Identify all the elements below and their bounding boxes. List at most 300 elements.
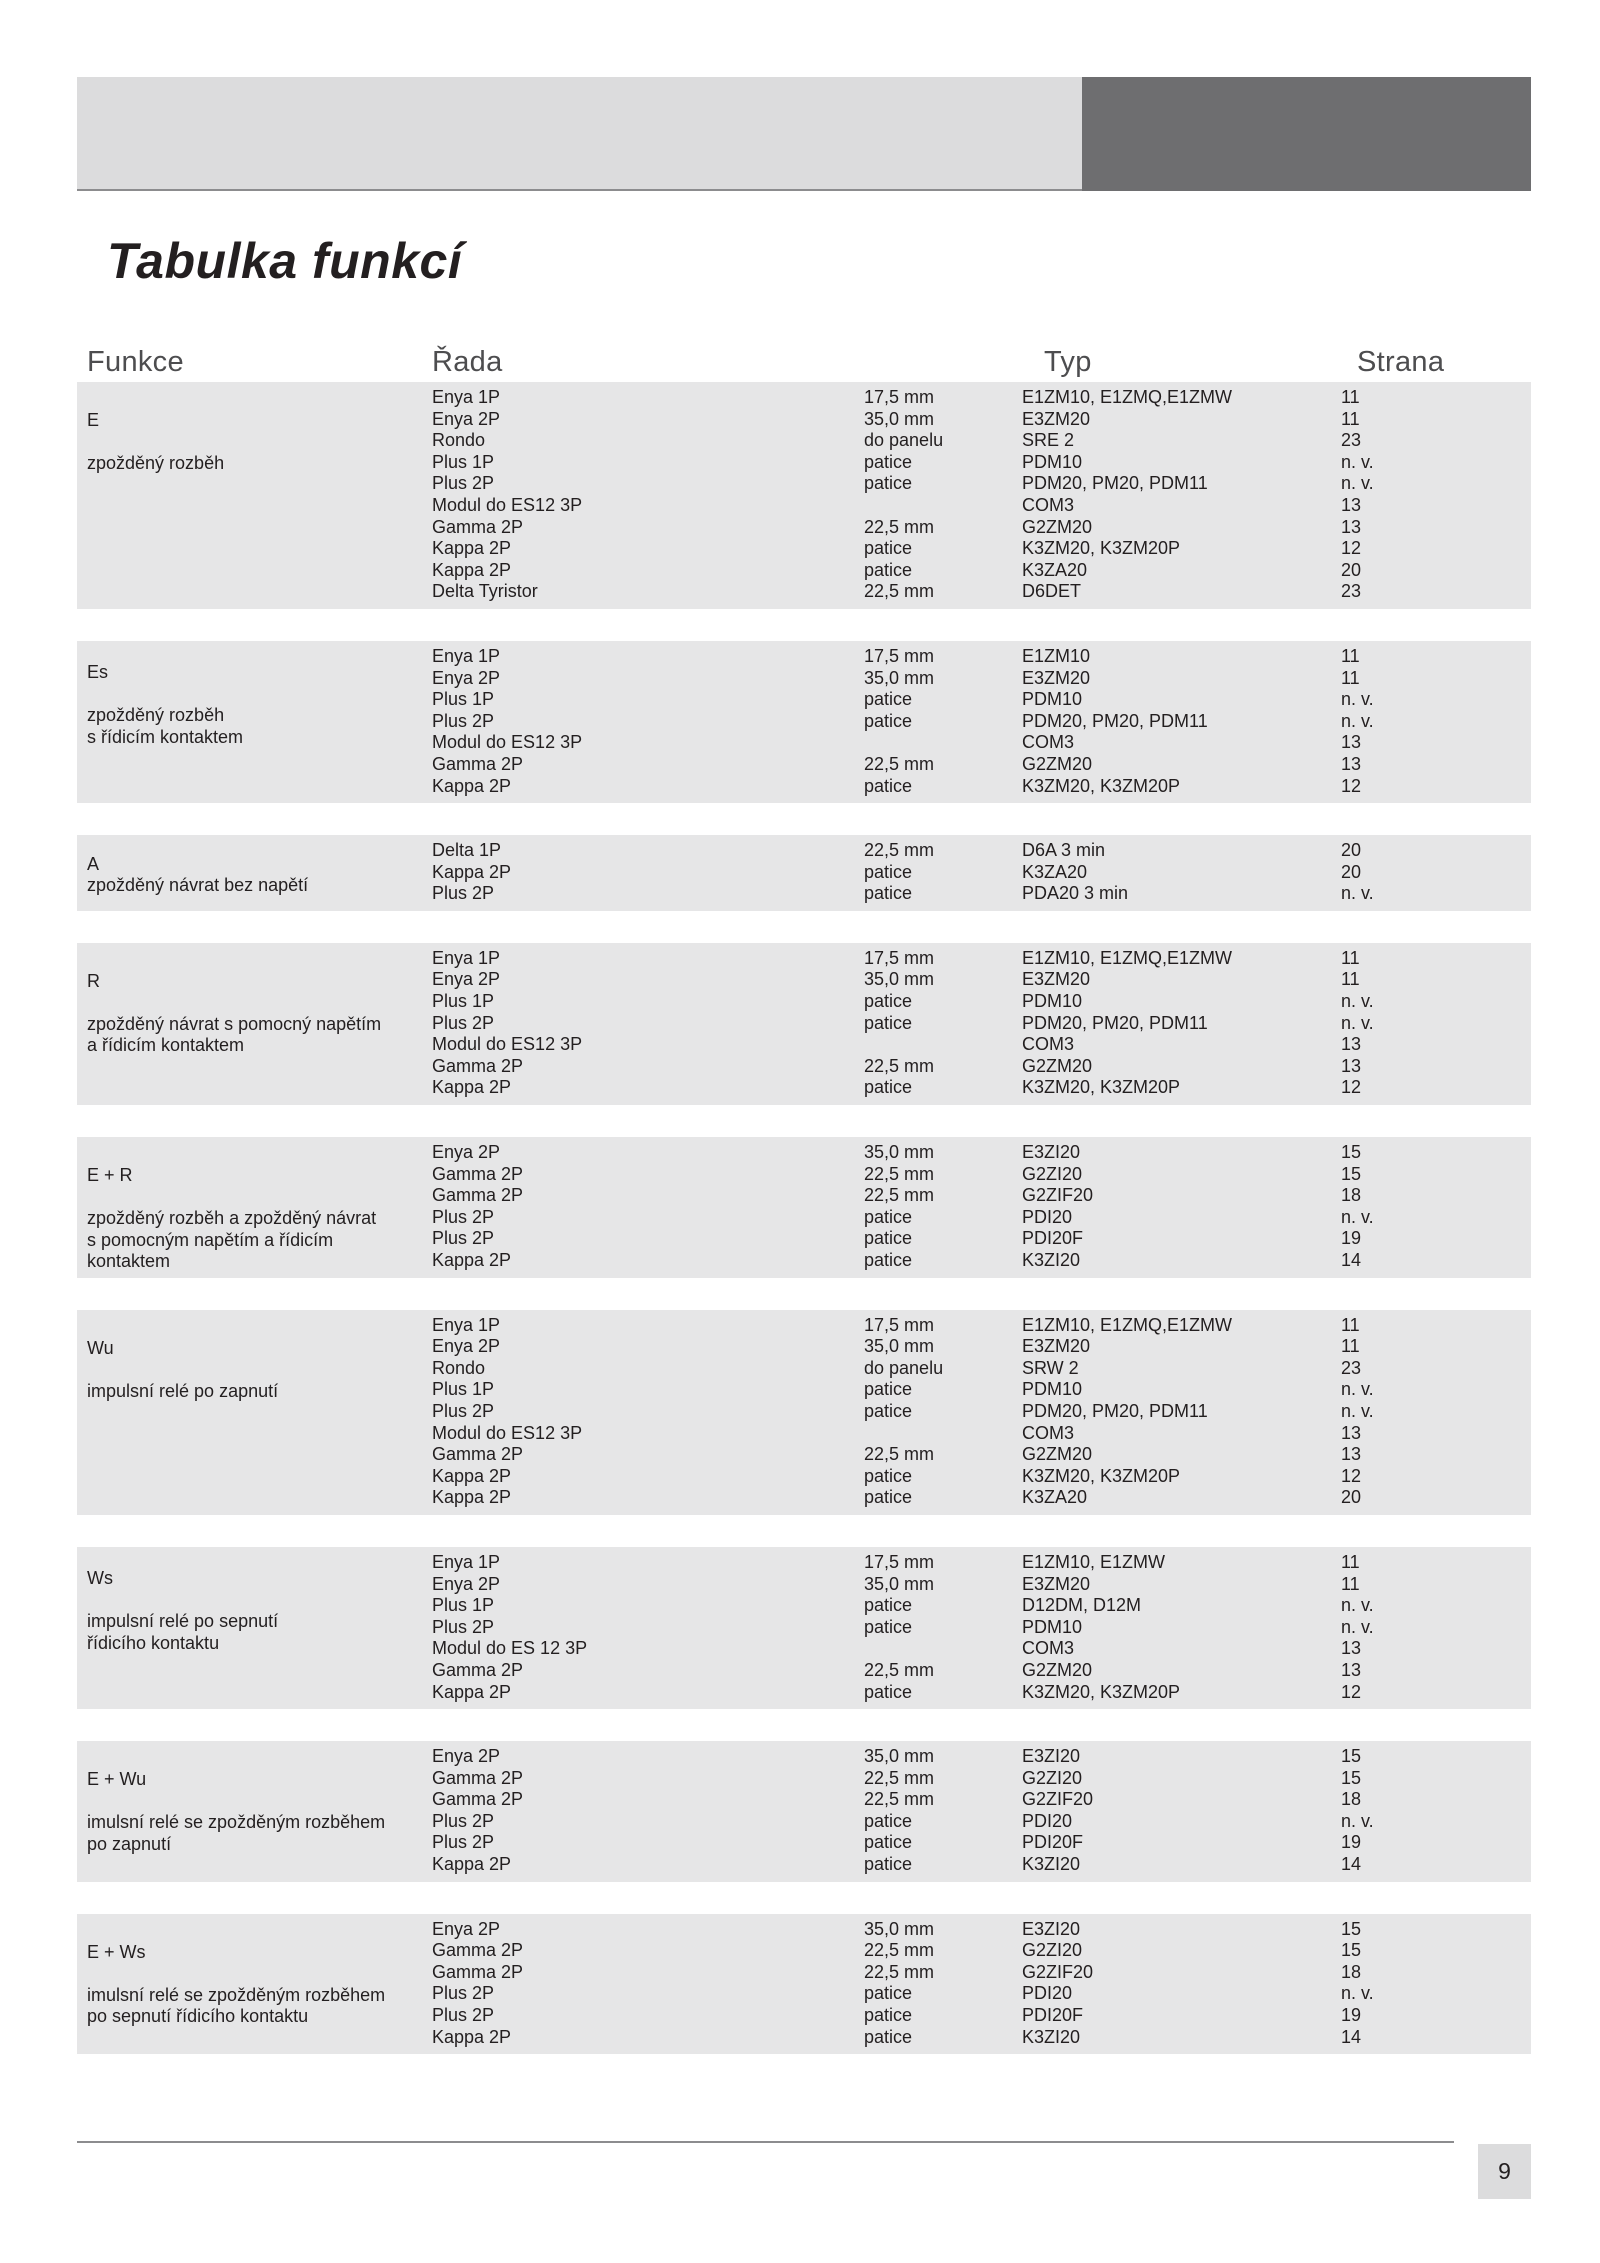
function-group xyxy=(77,1137,1531,1278)
table-row xyxy=(77,1358,1531,1380)
type-cell: COM3 xyxy=(1022,1034,1075,1055)
size-cell: 35,0 mm xyxy=(864,667,935,688)
series-cell: Plus 1P xyxy=(432,991,495,1012)
size-cell: 17,5 mm xyxy=(864,645,935,666)
size-cell xyxy=(864,732,1022,754)
size-cell: patice xyxy=(864,1206,913,1227)
page-cell: n. v. xyxy=(1341,1983,1374,2004)
size-cell: do panelu xyxy=(864,430,944,451)
function-description: imulsní relé se zpožděným rozběhem po zapnutí xyxy=(87,1812,386,1854)
table-row xyxy=(77,1401,1531,1423)
function-code: Wu xyxy=(87,1337,114,1358)
function-group xyxy=(77,1741,1531,1882)
page-cell: 13 xyxy=(1341,1055,1362,1076)
size-cell: patice xyxy=(864,1012,913,1033)
type-cell: K3ZM20, K3ZM20P xyxy=(1022,1077,1181,1098)
page-cell: 11 xyxy=(1341,1573,1360,1594)
series-cell: Enya 1P xyxy=(432,1314,501,1335)
page-cell: 12 xyxy=(1341,1681,1362,1702)
table-row xyxy=(77,430,1531,452)
series-cell: Rondo xyxy=(432,430,486,451)
size-cell: patice xyxy=(864,1077,913,1098)
page-cell: 13 xyxy=(1341,753,1362,774)
type-cell: SRW 2 xyxy=(1022,1357,1079,1378)
table-row xyxy=(77,1789,1531,1811)
series-cell: Enya 1P xyxy=(432,387,501,407)
type-cell: D6A 3 min xyxy=(1022,840,1106,861)
page-cell: 19 xyxy=(1341,1832,1362,1853)
page-cell: 13 xyxy=(1341,732,1362,753)
type-cell: E1ZM10 xyxy=(1022,645,1091,666)
function-code: Es xyxy=(87,661,109,682)
size-cell: 22,5 mm xyxy=(864,1789,935,1810)
type-cell: G2ZI20 xyxy=(1022,1163,1083,1184)
size-cell xyxy=(864,1423,1022,1445)
table-row xyxy=(77,668,1531,690)
series-cell: Plus 1P xyxy=(432,1595,495,1616)
series-cell: Plus 2P xyxy=(432,710,495,731)
series-cell: Plus 1P xyxy=(432,451,495,472)
series-cell: Kappa 2P xyxy=(432,559,512,580)
table-row xyxy=(77,1682,1531,1704)
column-header-type: Typ xyxy=(1044,346,1092,378)
series-cell: Kappa 2P xyxy=(432,861,512,882)
type-cell: E1ZM10, E1ZMW xyxy=(1022,1551,1166,1572)
page-cell: 15 xyxy=(1341,1918,1362,1939)
table-row xyxy=(77,473,1531,495)
type-cell: G2ZM20 xyxy=(1022,1444,1093,1465)
table-row xyxy=(77,538,1531,560)
table-row xyxy=(77,1552,1531,1574)
type-cell: K3ZA20 xyxy=(1022,861,1088,882)
type-cell: PDI20F xyxy=(1022,2005,1084,2026)
page-cell: n. v. xyxy=(1341,1012,1374,1033)
function-code: Ws xyxy=(87,1567,113,1588)
size-cell: 35,0 mm xyxy=(864,1918,935,1939)
column-header-series: Řada xyxy=(432,346,503,378)
table-row xyxy=(77,1768,1531,1790)
type-cell: PDM10 xyxy=(1022,1616,1083,1637)
function-code: E + R xyxy=(87,1165,133,1186)
table-row xyxy=(77,1854,1531,1876)
function-description: zpožděný rozběh a zpožděný návrat s pomocným napětím a řídicím kontaktem xyxy=(87,1208,377,1272)
series-cell: Gamma 2P xyxy=(432,516,524,537)
size-cell: patice xyxy=(864,1681,913,1702)
size-cell: 22,5 mm xyxy=(864,581,935,602)
function-table xyxy=(77,382,1531,2086)
function-code: R xyxy=(87,970,100,991)
page-cell: 13 xyxy=(1341,494,1362,515)
column-header-function: Funkce xyxy=(87,346,184,378)
page-cell: 19 xyxy=(1341,2005,1362,2026)
series-cell: Plus 1P xyxy=(432,1379,495,1400)
size-cell: 35,0 mm xyxy=(864,408,935,429)
type-cell: E3ZM20 xyxy=(1022,969,1091,990)
type-cell: K3ZI20 xyxy=(1022,1250,1081,1270)
size-cell: patice xyxy=(864,861,913,882)
type-cell: K3ZM20, K3ZM20P xyxy=(1022,775,1181,796)
table-row xyxy=(77,1315,1531,1337)
series-cell: Modul do ES 12 3P xyxy=(432,1638,588,1659)
size-cell: patice xyxy=(864,1250,913,1270)
page-cell: 11 xyxy=(1341,667,1360,688)
type-cell: PDI20 xyxy=(1022,1206,1073,1227)
series-cell: Plus 2P xyxy=(432,1400,495,1421)
function-group xyxy=(77,1914,1531,2055)
series-cell: Plus 2P xyxy=(432,1810,495,1831)
type-cell: COM3 xyxy=(1022,1638,1075,1659)
size-cell: 22,5 mm xyxy=(864,1659,935,1680)
table-row xyxy=(77,1336,1531,1358)
type-cell: D12DM, D12M xyxy=(1022,1595,1142,1616)
size-cell: patice xyxy=(864,2026,913,2047)
function-code: E + Wu xyxy=(87,1769,147,1790)
function-description: imulsní relé se zpožděným rozběhem po sepnutí řídicího kontaktu xyxy=(87,1984,386,2027)
page-cell: 13 xyxy=(1341,1034,1362,1055)
table-row xyxy=(77,646,1531,668)
series-cell: Plus 2P xyxy=(432,1206,495,1227)
type-cell: PDM10 xyxy=(1022,689,1083,710)
page-cell: 11 xyxy=(1341,947,1360,968)
type-cell: K3ZM20, K3ZM20P xyxy=(1022,1465,1181,1486)
type-cell: COM3 xyxy=(1022,1422,1075,1443)
type-cell: K3ZM20, K3ZM20P xyxy=(1022,1681,1181,1702)
size-cell: 22,5 mm xyxy=(864,1163,935,1184)
type-cell: E1ZM10, E1ZMQ,E1ZMW xyxy=(1022,387,1233,407)
size-cell: 22,5 mm xyxy=(864,1961,935,1982)
size-cell: 35,0 mm xyxy=(864,969,935,990)
series-cell: Plus 1P xyxy=(432,689,495,710)
page-cell: 18 xyxy=(1341,1961,1362,1982)
size-cell: patice xyxy=(864,559,913,580)
function-code: A xyxy=(87,854,100,875)
function-description: zpožděný rozběh s řídicím kontaktem xyxy=(87,704,244,747)
page-cell: n. v. xyxy=(1341,689,1374,710)
type-cell: E3ZM20 xyxy=(1022,667,1091,688)
size-cell xyxy=(864,495,1022,517)
page-title: Tabulka funkcí xyxy=(107,233,463,289)
page-cell: 13 xyxy=(1341,1638,1362,1659)
type-cell: PDM10 xyxy=(1022,451,1083,472)
series-cell: Enya 1P xyxy=(432,947,501,968)
page-cell: 13 xyxy=(1341,1444,1362,1465)
series-cell: Enya 2P xyxy=(432,1918,501,1939)
series-cell: Modul do ES12 3P xyxy=(432,494,583,515)
series-cell: Kappa 2P xyxy=(432,2026,512,2047)
type-cell: E3ZM20 xyxy=(1022,408,1091,429)
series-cell: Enya 2P xyxy=(432,408,501,429)
series-cell: Gamma 2P xyxy=(432,1789,524,1810)
series-cell: Gamma 2P xyxy=(432,1767,524,1788)
page-cell: 19 xyxy=(1341,1228,1362,1249)
size-cell: patice xyxy=(864,1400,913,1421)
series-cell: Enya 2P xyxy=(432,1573,501,1594)
size-cell: patice xyxy=(864,473,913,494)
table-row xyxy=(77,948,1531,970)
page-cell: 20 xyxy=(1341,840,1362,861)
page-cell: 11 xyxy=(1341,645,1360,666)
size-cell: patice xyxy=(864,451,913,472)
type-cell: E3ZI20 xyxy=(1022,1746,1081,1767)
size-cell: 22,5 mm xyxy=(864,1767,935,1788)
header-rule xyxy=(77,189,1082,191)
table-row xyxy=(77,560,1531,582)
page-cell: 15 xyxy=(1341,1746,1362,1767)
type-cell: PDI20F xyxy=(1022,1228,1084,1249)
size-cell: patice xyxy=(864,991,913,1012)
type-cell: PDI20 xyxy=(1022,1810,1073,1831)
page-cell: n. v. xyxy=(1341,1810,1374,1831)
series-cell: Enya 2P xyxy=(432,1746,501,1767)
page-cell: 20 xyxy=(1341,559,1362,580)
page-cell: 11 xyxy=(1341,969,1360,990)
table-row xyxy=(77,1056,1531,1078)
table-row xyxy=(77,2027,1531,2049)
function-description: zpožděný návrat s pomocný napětím a řídicím kontaktem xyxy=(87,1013,382,1056)
series-cell: Plus 2P xyxy=(432,1012,495,1033)
type-cell: G2ZM20 xyxy=(1022,516,1093,537)
series-cell: Enya 1P xyxy=(432,645,501,666)
type-cell: K3ZA20 xyxy=(1022,1487,1088,1508)
function-description: zpožděný rozběh xyxy=(87,453,225,473)
size-cell: 22,5 mm xyxy=(864,840,935,861)
type-cell: K3ZI20 xyxy=(1022,2026,1081,2047)
size-cell xyxy=(864,1638,1022,1660)
page-cell: 13 xyxy=(1341,1659,1362,1680)
type-cell: D6DET xyxy=(1022,581,1082,602)
size-cell: 17,5 mm xyxy=(864,1551,935,1572)
size-cell: 17,5 mm xyxy=(864,947,935,968)
page-cell: n. v. xyxy=(1341,1400,1374,1421)
table-row xyxy=(77,1142,1531,1164)
page-cell: 14 xyxy=(1341,2026,1362,2047)
table-row xyxy=(77,754,1531,776)
column-header-page: Strana xyxy=(1357,346,1445,378)
page-cell: 11 xyxy=(1341,387,1360,407)
page-cell: 11 xyxy=(1341,1551,1360,1572)
type-cell: PDI20F xyxy=(1022,1832,1084,1853)
size-cell: patice xyxy=(864,1810,913,1831)
series-cell: Plus 2P xyxy=(432,1832,495,1853)
table-row xyxy=(77,1962,1531,1984)
header-light-panel xyxy=(77,77,1082,191)
series-cell: Kappa 2P xyxy=(432,775,512,796)
table-row xyxy=(77,1574,1531,1596)
size-cell: 22,5 mm xyxy=(864,1185,935,1206)
size-cell: patice xyxy=(864,1983,913,2004)
size-cell: patice xyxy=(864,1465,913,1486)
type-cell: K3ZA20 xyxy=(1022,559,1088,580)
series-cell: Kappa 2P xyxy=(432,1681,512,1702)
series-cell: Gamma 2P xyxy=(432,1185,524,1206)
function-description: zpožděný návrat bez napětí xyxy=(87,875,309,896)
series-cell: Kappa 2P xyxy=(432,1854,512,1875)
size-cell: 22,5 mm xyxy=(864,1940,935,1961)
size-cell: patice xyxy=(864,710,913,731)
page-cell: 12 xyxy=(1341,775,1362,796)
series-cell: Delta 1P xyxy=(432,840,502,861)
type-cell: E3ZM20 xyxy=(1022,1573,1091,1594)
page-cell: 15 xyxy=(1341,1940,1362,1961)
page-cell: 12 xyxy=(1341,1077,1362,1098)
series-cell: Kappa 2P xyxy=(432,1487,512,1508)
page-cell: 20 xyxy=(1341,1487,1362,1508)
page-cell: 12 xyxy=(1341,1465,1362,1486)
page-cell: n. v. xyxy=(1341,1206,1374,1227)
function-code: E + Ws xyxy=(87,1941,146,1962)
type-cell: E3ZM20 xyxy=(1022,1336,1091,1357)
series-cell: Plus 2P xyxy=(432,1983,495,2004)
size-cell: 17,5 mm xyxy=(864,1314,935,1335)
table-row xyxy=(77,1746,1531,1768)
page-cell: n. v. xyxy=(1341,991,1374,1012)
table-row xyxy=(77,1444,1531,1466)
type-cell: PDA20 3 min xyxy=(1022,883,1129,904)
size-cell: patice xyxy=(864,1832,913,1853)
table-row xyxy=(77,1077,1531,1099)
size-cell: 22,5 mm xyxy=(864,516,935,537)
type-cell: COM3 xyxy=(1022,494,1075,515)
page-cell: 23 xyxy=(1341,1357,1362,1378)
page-cell: 15 xyxy=(1341,1767,1362,1788)
table-row xyxy=(77,581,1531,603)
size-cell: 22,5 mm xyxy=(864,753,935,774)
type-cell: PDM20, PM20, PDM11 xyxy=(1022,1012,1208,1033)
size-cell: patice xyxy=(864,1854,913,1875)
page-cell: n. v. xyxy=(1341,1595,1374,1616)
table-row xyxy=(77,969,1531,991)
table-row xyxy=(77,495,1531,517)
size-cell: 17,5 mm xyxy=(864,387,935,407)
function-description: impulsní relé po sepnutí řídicího kontaktu xyxy=(87,1610,279,1653)
size-cell: 35,0 mm xyxy=(864,1336,935,1357)
series-cell: Gamma 2P xyxy=(432,1055,524,1076)
header-dark-panel xyxy=(1082,77,1531,191)
series-cell: Modul do ES12 3P xyxy=(432,732,583,753)
series-cell: Enya 2P xyxy=(432,1336,501,1357)
table-row xyxy=(77,1185,1531,1207)
function-code: E xyxy=(87,410,100,430)
type-cell: E3ZI20 xyxy=(1022,1142,1081,1163)
type-cell: K3ZI20 xyxy=(1022,1854,1081,1875)
series-cell: Kappa 2P xyxy=(432,1250,512,1270)
function-group xyxy=(77,835,1531,911)
size-cell xyxy=(864,1034,1022,1056)
footer-rule xyxy=(77,2141,1454,2143)
function-description: impulsní relé po zapnutí xyxy=(87,1380,279,1401)
series-cell: Enya 2P xyxy=(432,1142,501,1163)
page-cell: 18 xyxy=(1341,1789,1362,1810)
series-cell: Gamma 2P xyxy=(432,1940,524,1961)
type-cell: G2ZIF20 xyxy=(1022,1789,1094,1810)
function-group xyxy=(77,382,1531,609)
size-cell: 35,0 mm xyxy=(864,1573,935,1594)
size-cell: patice xyxy=(864,2005,913,2026)
page-cell: n. v. xyxy=(1341,883,1374,904)
type-cell: G2ZM20 xyxy=(1022,1055,1093,1076)
series-cell: Delta Tyristor xyxy=(432,581,538,602)
series-cell: Gamma 2P xyxy=(432,1659,524,1680)
size-cell: patice xyxy=(864,538,913,559)
size-cell: 22,5 mm xyxy=(864,1444,935,1465)
page-cell: 11 xyxy=(1341,408,1360,429)
page-cell: 13 xyxy=(1341,516,1362,537)
series-cell: Kappa 2P xyxy=(432,538,512,559)
page-cell: 11 xyxy=(1341,1336,1360,1357)
type-cell: G2ZM20 xyxy=(1022,1659,1093,1680)
page-cell: 14 xyxy=(1341,1250,1362,1270)
size-cell: patice xyxy=(864,1487,913,1508)
type-cell: PDM20, PM20, PDM11 xyxy=(1022,1400,1208,1421)
page-cell: n. v. xyxy=(1341,1379,1374,1400)
size-cell: 22,5 mm xyxy=(864,1055,935,1076)
table-row xyxy=(77,387,1531,409)
series-cell: Plus 2P xyxy=(432,2005,495,2026)
series-cell: Plus 2P xyxy=(432,473,495,494)
page-cell: 23 xyxy=(1341,581,1362,602)
page-cell: n. v. xyxy=(1341,710,1374,731)
page-cell: 12 xyxy=(1341,538,1362,559)
page-cell: 18 xyxy=(1341,1185,1362,1206)
page-cell: 13 xyxy=(1341,1422,1362,1443)
type-cell: PDM10 xyxy=(1022,1379,1083,1400)
size-cell: patice xyxy=(864,1379,913,1400)
series-cell: Enya 2P xyxy=(432,667,501,688)
series-cell: Rondo xyxy=(432,1357,486,1378)
type-cell: E1ZM10, E1ZMQ,E1ZMW xyxy=(1022,947,1233,968)
page-cell: 23 xyxy=(1341,430,1362,451)
size-cell: patice xyxy=(864,1616,913,1637)
table-row xyxy=(77,991,1531,1013)
series-cell: Enya 1P xyxy=(432,1551,501,1572)
series-cell: Gamma 2P xyxy=(432,753,524,774)
type-cell: G2ZIF20 xyxy=(1022,1961,1094,1982)
series-cell: Gamma 2P xyxy=(432,1444,524,1465)
series-cell: Plus 2P xyxy=(432,1616,495,1637)
type-cell: E3ZI20 xyxy=(1022,1918,1081,1939)
type-cell: K3ZM20, K3ZM20P xyxy=(1022,538,1181,559)
function-group xyxy=(77,1310,1531,1515)
table-row xyxy=(77,409,1531,431)
size-cell: patice xyxy=(864,883,913,904)
type-cell: G2ZIF20 xyxy=(1022,1185,1094,1206)
page-cell: n. v. xyxy=(1341,1616,1374,1637)
series-cell: Kappa 2P xyxy=(432,1465,512,1486)
page-cell: 11 xyxy=(1341,1314,1360,1335)
series-cell: Modul do ES12 3P xyxy=(432,1422,583,1443)
page-cell: n. v. xyxy=(1341,451,1374,472)
type-cell: SRE 2 xyxy=(1022,430,1075,451)
table-row xyxy=(77,1487,1531,1509)
type-cell: PDM20, PM20, PDM11 xyxy=(1022,473,1208,494)
table-row xyxy=(77,1940,1531,1962)
page-cell: 14 xyxy=(1341,1854,1362,1875)
type-cell: G2ZM20 xyxy=(1022,753,1093,774)
size-cell: patice xyxy=(864,689,913,710)
series-cell: Kappa 2P xyxy=(432,1077,512,1098)
page-cell: 15 xyxy=(1341,1163,1362,1184)
table-row xyxy=(77,517,1531,539)
size-cell: patice xyxy=(864,1595,913,1616)
table-row xyxy=(77,1164,1531,1186)
size-cell: 35,0 mm xyxy=(864,1746,935,1767)
type-cell: PDI20 xyxy=(1022,1983,1073,2004)
series-cell: Gamma 2P xyxy=(432,1961,524,1982)
header-band xyxy=(77,77,1531,191)
page-cell: n. v. xyxy=(1341,473,1374,494)
series-cell: Modul do ES12 3P xyxy=(432,1034,583,1055)
series-cell: Plus 2P xyxy=(432,883,495,904)
